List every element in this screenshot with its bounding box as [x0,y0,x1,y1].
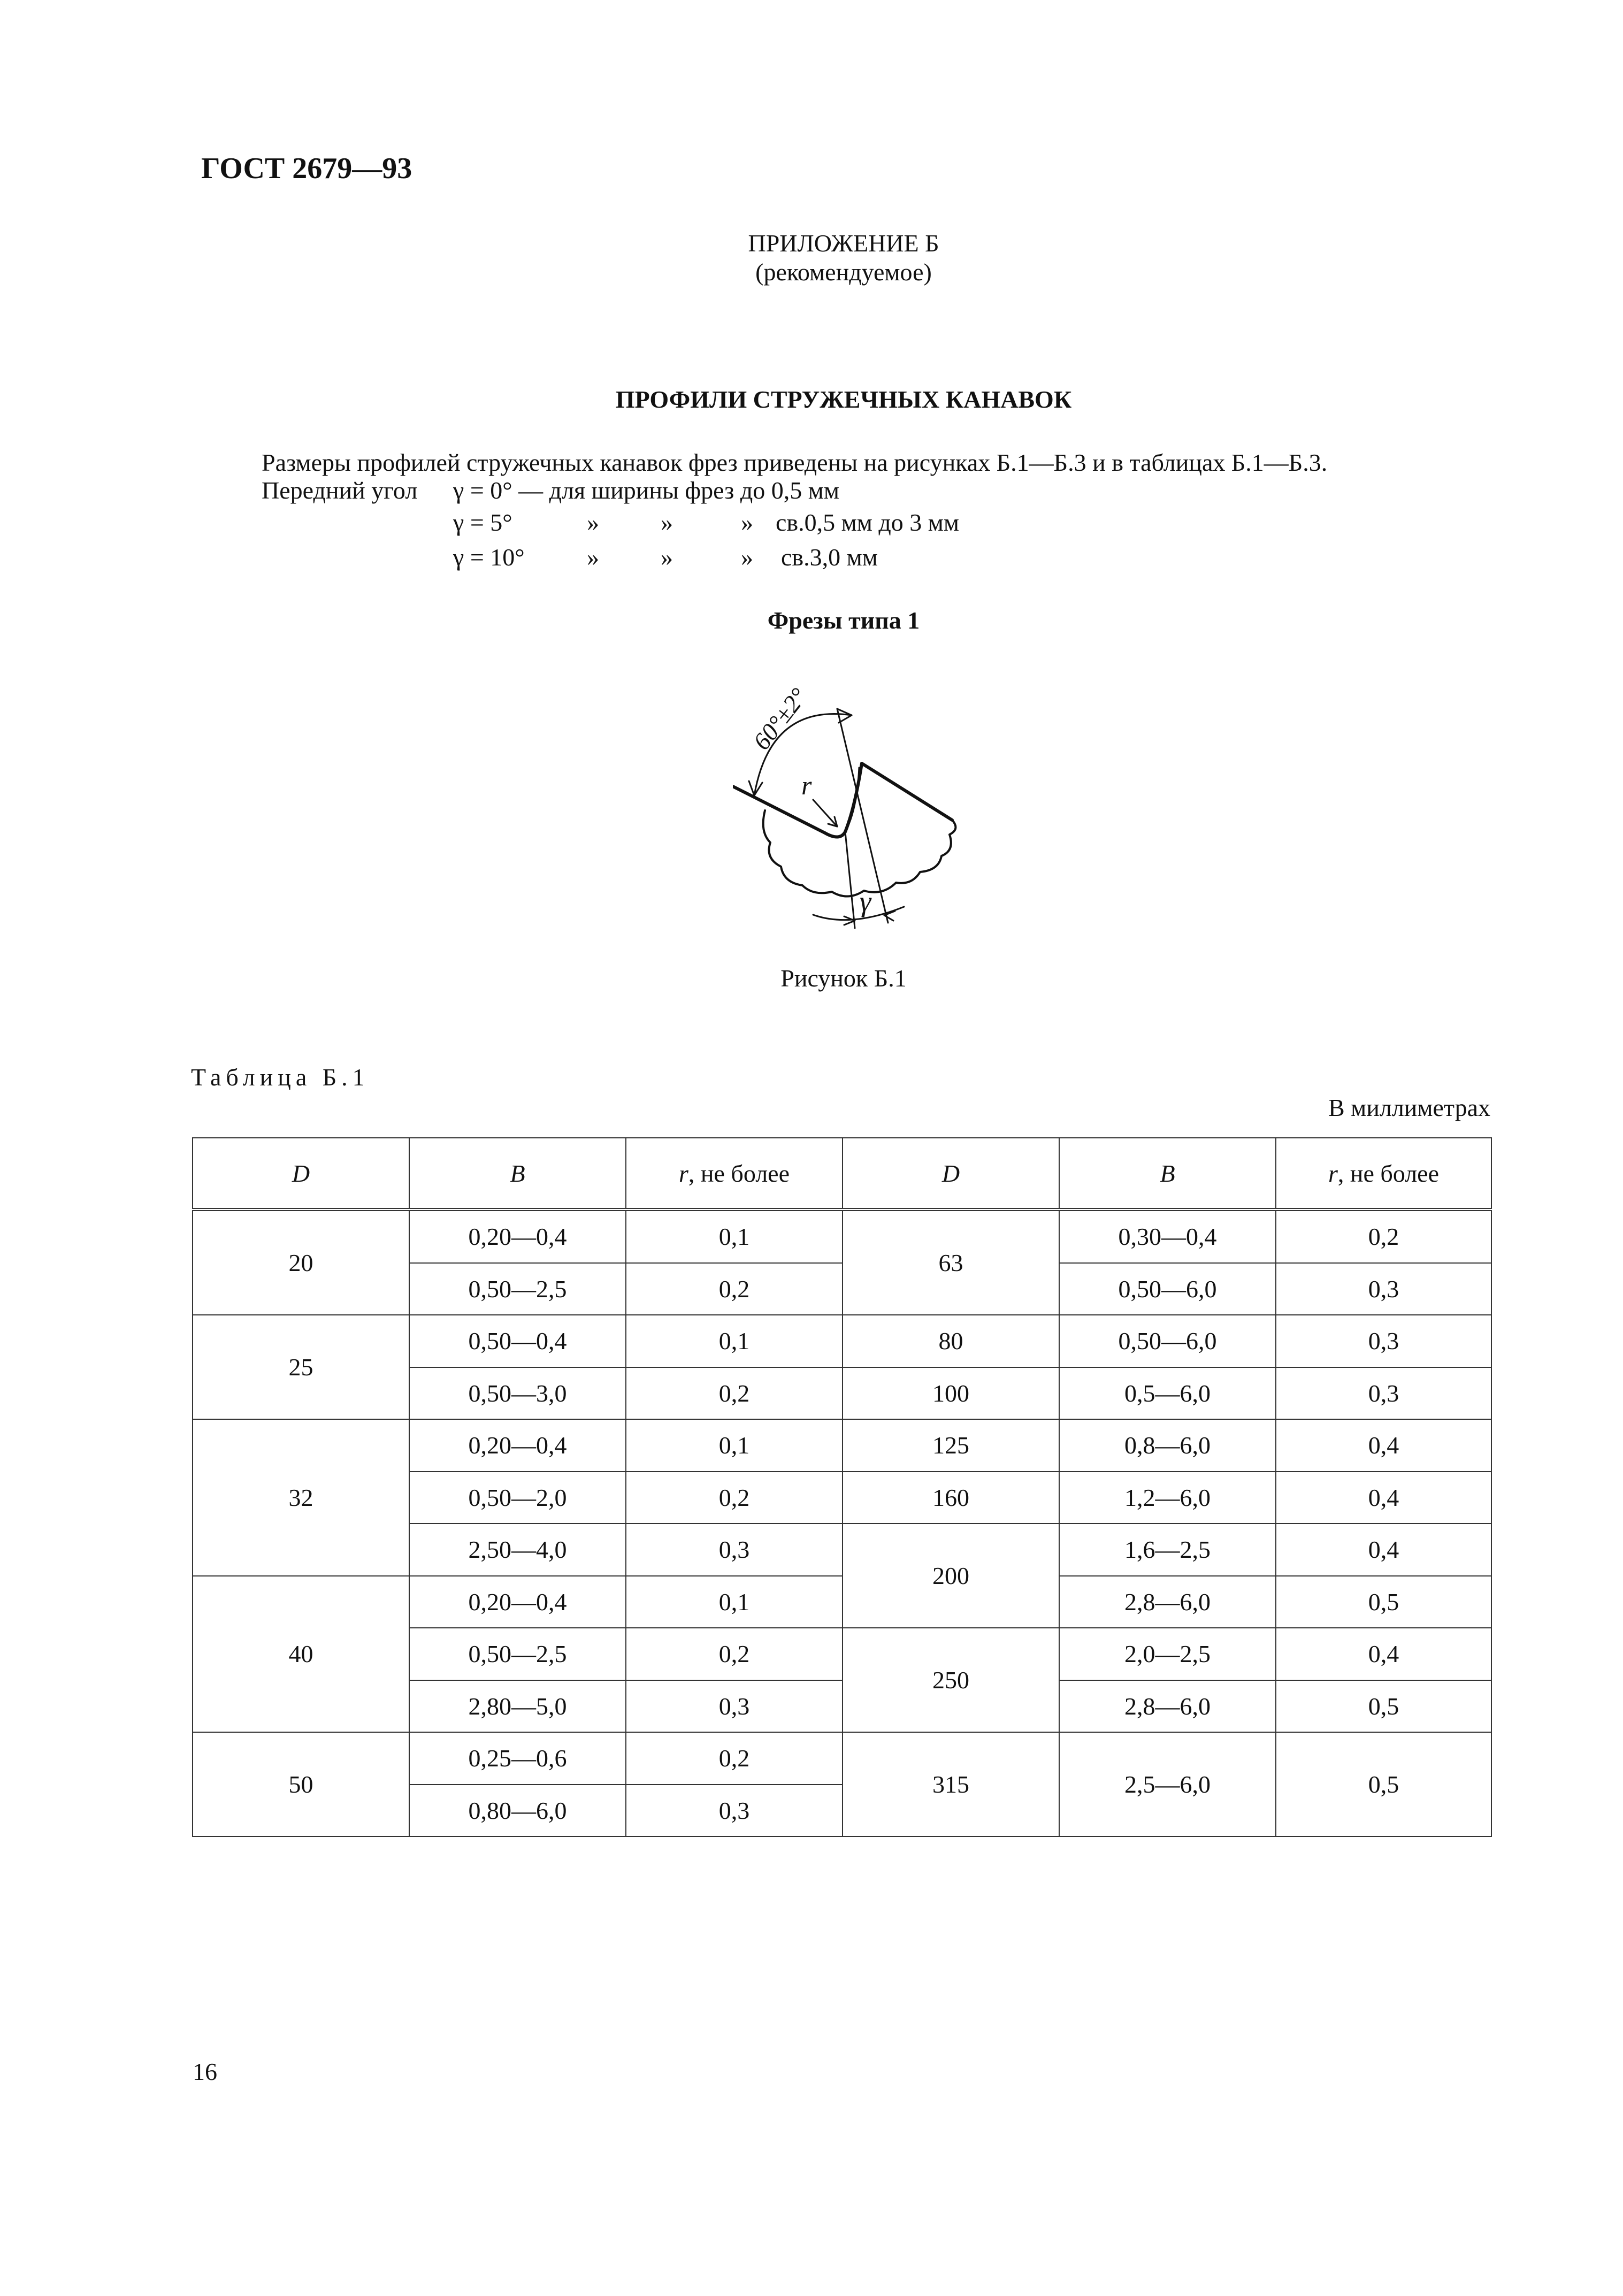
cell-r: 0,1 [626,1315,843,1367]
cell-r: 0,2 [626,1732,843,1785]
cell-d: 160 [843,1472,1059,1524]
cell-r: 0,2 [1276,1210,1491,1263]
cell-b: 2,8—6,0 [1059,1680,1276,1733]
cell-b: 0,20—0,4 [409,1576,626,1628]
cell-d: 100 [843,1367,1059,1420]
header-r [1276,1138,1491,1210]
cell-r: 0,4 [1276,1524,1491,1576]
cell-b: 0,20—0,4 [409,1419,626,1472]
ditto-mark: » [661,544,673,571]
ditto-mark: » [587,544,599,571]
cell-d: 40 [193,1576,409,1733]
cell-b: 2,0—2,5 [1059,1628,1276,1680]
table-label: Таблица Б.1 [191,1063,370,1091]
table-row [193,1210,1491,1263]
cell-r: 0,1 [626,1419,843,1472]
document-code: ГОСТ 2679—93 [201,152,412,185]
cell-d: 25 [193,1315,409,1419]
cell-b: 2,8—6,0 [1059,1576,1276,1628]
cell-b: 0,80—6,0 [409,1785,626,1837]
cell-d: 125 [843,1419,1059,1472]
header-d: D [843,1138,1059,1210]
cell-r: 0,2 [626,1628,843,1680]
section-title: ПРОФИЛИ СТРУЖЕЧНЫХ КАНАВОК [615,386,1072,413]
ditto-mark: » [661,509,673,536]
appendix-subtitle: (рекомендуемое) [755,258,932,286]
radius-label: r [801,770,812,800]
cell-d: 315 [843,1732,1059,1836]
cell-r: 0,2 [626,1367,843,1420]
cell-d: 50 [193,1732,409,1836]
cell-d: 20 [193,1210,409,1315]
figure-heading: Фрезы типа 1 [767,607,920,634]
cell-r: 0,3 [626,1524,843,1576]
cutter-groove-profile-drawing [733,671,968,939]
cell-r: 0,3 [1276,1367,1491,1420]
cell-d: 250 [843,1628,1059,1732]
cell-r: 0,1 [626,1576,843,1628]
cell-r: 0,3 [626,1785,843,1837]
cell-b: 0,5—6,0 [1059,1367,1276,1420]
header-b: B [1059,1138,1276,1210]
intro-line-3-rest: св.0,5 мм до 3 мм [776,509,959,536]
cell-b: 0,50—6,0 [1059,1263,1276,1315]
figure-caption: Рисунок Б.1 [780,965,907,992]
table-row [193,1419,1491,1472]
cell-b: 0,8—6,0 [1059,1419,1276,1472]
ditto-mark: » [741,509,753,536]
appendix-title: ПРИЛОЖЕНИЕ Б [748,229,939,257]
page-number: 16 [193,2058,217,2085]
cell-d: 200 [843,1524,1059,1628]
cell-b: 0,50—2,0 [409,1472,626,1524]
table-row [193,1576,1491,1628]
header-r [626,1138,843,1210]
cell-b: 2,5—6,0 [1059,1732,1276,1836]
cell-r: 0,3 [626,1680,843,1733]
cell-b: 1,6—2,5 [1059,1524,1276,1576]
ditto-mark: » [741,544,753,571]
cell-r: 0,3 [1276,1315,1491,1367]
table-row [193,1315,1491,1367]
cell-b: 0,50—3,0 [409,1367,626,1420]
cell-d: 63 [843,1210,1059,1315]
cell-b: 2,50—4,0 [409,1524,626,1576]
cell-r: 0,2 [626,1263,843,1315]
cell-r: 0,5 [1276,1732,1491,1836]
ditto-mark: » [587,509,599,536]
header-r-symbol: r [1328,1159,1338,1187]
table-row [193,1732,1491,1785]
cell-r: 0,5 [1276,1680,1491,1733]
intro-line-4-rest: св.3,0 мм [781,544,878,571]
cell-d: 80 [843,1315,1059,1367]
cell-b: 0,30—0,4 [1059,1210,1276,1263]
intro-line-1: Размеры профилей стружечных канавок фрез приведены на рисунках Б.1—Б.3 и в таблицах Б.1—Б.3. [262,449,1328,476]
cell-b: 0,50—2,5 [409,1628,626,1680]
cell-r: 0,4 [1276,1419,1491,1472]
grooves-table [192,1137,1492,1837]
cell-r: 0,4 [1276,1628,1491,1680]
intro-line-4-gamma: γ = 10° [453,544,525,571]
cell-r: 0,4 [1276,1472,1491,1524]
cell-r: 0,3 [1276,1263,1491,1315]
cell-d: 32 [193,1419,409,1576]
header-r-text: , не более [688,1159,790,1187]
header-r-symbol: r [678,1159,688,1187]
gamma-label: γ [860,885,871,917]
cell-b: 0,20—0,4 [409,1210,626,1263]
header-b: B [409,1138,626,1210]
cell-b: 1,2—6,0 [1059,1472,1276,1524]
cell-b: 2,80—5,0 [409,1680,626,1733]
intro-line-3-gamma: γ = 5° [453,509,512,536]
table-header-row [193,1138,1491,1210]
cell-b: 0,50—2,5 [409,1263,626,1315]
cell-r: 0,1 [626,1210,843,1263]
cell-b: 0,25—0,6 [409,1732,626,1785]
table-units: В миллиметрах [1328,1094,1490,1121]
intro-line-2-label: Передний угол [262,477,418,504]
intro-line-2-rest: γ = 0° — для ширины фрез до 0,5 мм [453,477,839,504]
cell-r: 0,5 [1276,1576,1491,1628]
header-d: D [193,1138,409,1210]
cell-r: 0,2 [626,1472,843,1524]
cell-b: 0,50—0,4 [409,1315,626,1367]
angle-label: 60°±2° [747,683,813,755]
cell-b: 0,50—6,0 [1059,1315,1276,1367]
header-r-text: , не более [1337,1159,1440,1187]
